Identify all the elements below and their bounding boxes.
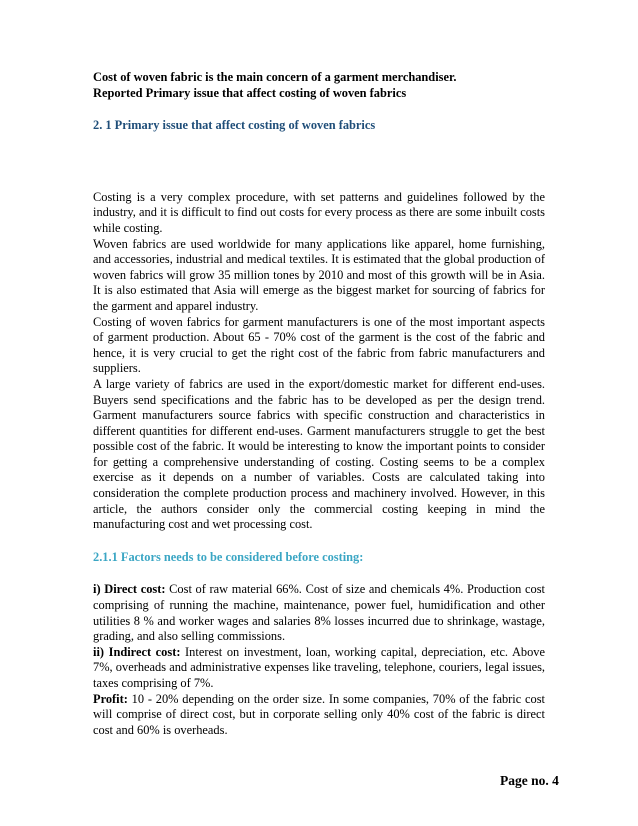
sub-heading-factors: 2.1.1 Factors needs to be considered before costing: bbox=[93, 549, 364, 564]
factor-indirect-cost bbox=[93, 645, 545, 692]
section-heading: 2. 1 Primary issue that affect costing of woven fabrics bbox=[93, 118, 376, 133]
factor-profit-text: 10 - 20% depending on the order size. In some companies, 70% of the fabric cost will comprise of direct cost, but in corporate selling only 40% cost of the fabric is direct cost and 60% is overheads. bbox=[93, 691, 545, 737]
title-line-1: Cost of woven fabric is the main concern of a garment merchandiser. bbox=[93, 70, 457, 84]
factor-profit-label: Profit: bbox=[93, 691, 128, 706]
factor-indirect-cost-label: ii) Indirect cost: bbox=[93, 644, 181, 659]
page-number: Page no. 4 bbox=[500, 773, 559, 788]
title-line-2: Reported Primary issue that affect costing of woven fabrics bbox=[93, 85, 407, 100]
paragraph-woven-fabrics: Woven fabrics are used worldwide for many applications like apparel, home furnishing, and accessories, industrial and medical textiles. It is estimated that the global production of woven fabrics will grow 35 million tones by 2010 and most of this growth will be in Asia. It is also estimated that Asia will emerge as the biggest market for sourcing of fabrics for the garment and apparel industry. bbox=[93, 236, 545, 313]
factor-direct-cost-text: Cost of raw material 66%. Cost of size and chemicals 4%. Production cost comprising of running the machine, maintenance, power fuel, humidification and other utilities 8 % and worker wages and salaries 8% losses incurred due to shrinkage, wastage, grading, and also selling commissions. bbox=[93, 582, 545, 644]
paragraph-costing-intro: Costing is a very complex procedure, with set patterns and guidelines followed by the industry, and it is difficult to find out costs for every process as there are some inbuilt costs while costing. bbox=[93, 189, 545, 235]
paragraph-fabric-variety: A large variety of fabrics are used in the export/domestic market for different end-uses. Buyers send specifications and the fabric has to be developed as per the design trend. Garment manufacturers source fabrics with specific construction and characteristics in different quantities for different end-uses. Garment manufacturers struggle to get the best possible cost of the fabric. It would be interesting to know the important points to consider for getting a comprehensive understanding of costing. Costing seems to be a complex exercise as it depends on a number of variables. Costs are calculated taking into consideration the complete production process and machinery involved. However, in this article, the authors consider only the commercial costing keeping in mind the manufacturing cost and wet processing cost. bbox=[93, 376, 545, 532]
factor-direct-cost bbox=[93, 582, 545, 644]
factor-indirect-cost-text: Interest on investment, loan, working capital, depreciation, etc. Above 7%, overheads and administrative expenses like traveling, telephone, couriers, legal issues, taxes comprising of 7%. bbox=[93, 644, 545, 690]
factor-profit bbox=[93, 692, 545, 739]
factor-direct-cost-label: i) Direct cost: bbox=[93, 582, 166, 597]
page-content bbox=[93, 70, 545, 738]
paragraph-costing-garment: Costing of woven fabrics for garment manufacturers is one of the most important aspects of garment production. About 65 - 70% cost of the garment is the cost of the fabric and hence, it is very crucial to get the right cost of the fabric from fabric manufacturers and suppliers. bbox=[93, 314, 545, 376]
